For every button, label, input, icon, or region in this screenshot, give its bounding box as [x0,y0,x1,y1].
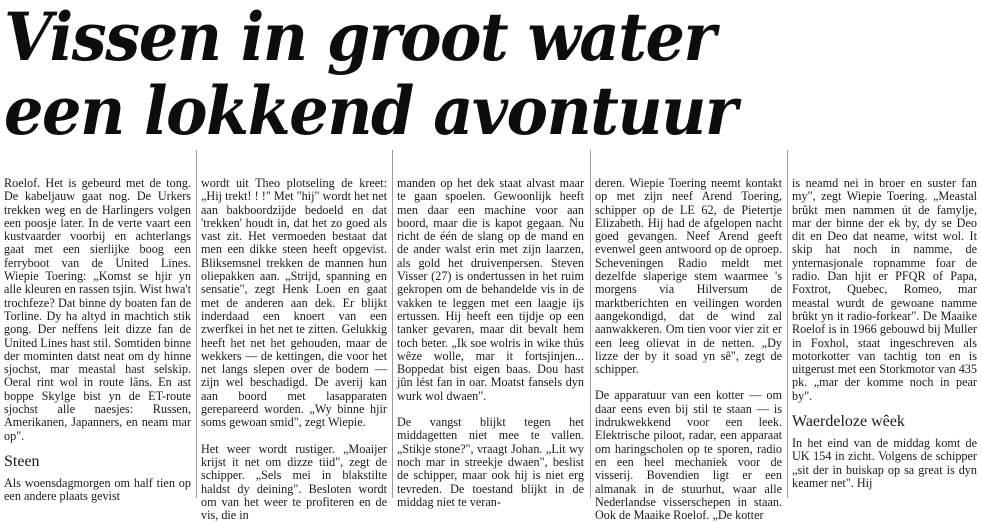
subheading-steen: Steen [4,452,40,470]
paragraph: is neamd nei in broer en suster fan my", zegt Wiepie Toering. „Meastal brûkt men nammen út de famylje, mar der binne der ek by, dy se Deo dit en Deo dat neame, witst wol. It skip hat noch in namme, de ynternasjonale ropnamme foar de radio. Dan hjit er PFQR of Papa, Foxtrot, Quebec, Romeo, mar meastal wurdt de gewoane namme brûkt yn it radio-forkear". De Maaike Roelof is in 1966 gebouwd bij Muller in Foxhol, staat ingeschreven als motorkotter van tachtig ton en is uitgerust met een Storkmotor van 435 pk. „mar der komme noch in pear by". [792,176,977,403]
text-column-2 [201,176,387,522]
paragraph: De apparatuur van een kotter — om daar eens even bij stil te staan — is indrukwekkend voor een leek. Elektrische piloot, radar, een apparaat om haringscholen op te sporen, radio en een heel mechaniek voor de visserij. Bovendien ligt er een almanak in de stuurhut, waar alle Nederlandse visserschepen in staan. Ook de Maaike Roelof. „De kotter [595,388,782,522]
paragraph: In het eind van de middag komt de UK 154 in zicht. Volgens de schipper „sit der in buiskap op sa great is dyn keamer net". Hij [792,436,977,490]
column-divider [196,150,197,498]
paragraph: wordt uit Theo plotseling de kreet: „Hij trekt! ! !" Met "hij" wordt het net aan bakboordzijde bedoeld en dat 'trekken' houdt in, dat het zo goed als vast zit. Het vermoeden bestaat dat men een dikke steen heeft opgevist. Bliksemsnel trekken de mannen hun oliepakken aan. „Strijd, spanning en sensatie", zegt Henk Loen en gaat met de anderen aan dek. Er blijkt inderdaad een knoert van een zwerfkei in het net te zitten. Gelukkig heeft het net het gehouden, maar de wekkers — de kettingen, die voor het net langs slepen over de bodem — zijn wel beschadigd. De averij kan aan boord met lasapparaten gerepareerd worden. „Wy binne hjir soms gewoan smid", zegt Wiepie. [201,176,387,430]
paragraph: Als woensdagmorgen om half tien op een andere plaats gevist [4,475,191,504]
text-column-5 [792,177,977,498]
paragraph: Roelof. Het is gebeurd met de tong. De kabeljauw gaat nog. De Urkers trekken weg en de Harlingers volgen een poosje later. In de verte vaart een kustvaarder voorbij en achterlangs gaat met een sierlijke boog een ferryboot van de United Lines. Wiepie Toering: „Komst se hjir yn alle kleuren en rassen tsjin. Wist hwa't trochfeze? Dat binne dy boaten fan de Torline. Dy ha altyd in machtich stik gong. Der neffens leit dizze fan de United Lines hast stil. Somtiden binne der mominten datst neat om dy hinne sjochst, mar meastal hast selskip. Oeral rint wol in route lâns. En ast boppe Skylge bist yn de ET-route sjochst alle naesjes: Russen, Amerikanen, Japanners, en neam mar op". [4,176,191,443]
article-headline [4,0,737,150]
column-divider [590,150,591,498]
column-divider [392,150,393,498]
paragraph: manden op het dek staat alvast maar te gaan spoelen. Gewoonlijk heeft men daar een machine voor aan boord, maar die is kapot gegaan. Nu richt de één de slang op de mand en de ander walst erin met zijn laarzen, als gold het druivenpersen. Steven Visser (27) is ondertussen in het ruim gekropen om de behandelde vis in de vakken te leggen met een laagje ijs ertussen. Hij heeft een tijdje op een tanker gevaren, maar dit bevalt hem toch beter. „Ik soe wolris in wike thús wêze wolle, mar it fortsjinjen... Boppedat bist eigen baas. Dou hast jûn lést fan in oar. Moatst fansels dyn wurk wol dwaen". [397,176,584,403]
headline-line-1: Vissen in groot water [4,0,715,76]
paragraph: De vangst blijkt tegen het middagetten niet mee te vallen. „Stikje stone?", vraagt Johan. „Lit wy noch mar in streekje dwaen", beslist de schipper, maar ook hij is niet erg tevreden. De toestand blijkt in de middag niet te veran- [397,415,584,509]
subheading-waerdeloze-week: Waerdeloze wêek [792,413,905,431]
paragraph: Het weer wordt rustiger. „Moaijer krijst it net om dizze tiid", zegt de schipper. „Sels mei in blakstilte haldst dy deining". Besloten wordt om van het weer te profiteren en de vis, die in [201,441,387,522]
headline-line-2: een lokkend avontuur [4,72,737,150]
column-divider [787,150,788,498]
text-column-1 [4,176,191,504]
paragraph: deren. Wiepie Toering neemt kontakt op met zijn neef Arend Toering, schipper op de LE 62, de Pietertje Elizabeth. Hij had de afgelopen nacht goed gevangen. Neef Arend geeft evenwel geen antwoord op de oproep. Scheveningen Radio meldt met dezelfde slaperige stem waarmee 's morgens via Hilversum de marktberichten en veilingen worden aangekondigd, dat de wind zal aanwakkeren. Om tien voor vier zit er een leeg olievat in de netten. „Dy lizze der by it soad yn sê", zegt de schipper. [595,176,782,377]
text-column-4 [595,176,782,522]
text-column-3 [397,176,584,509]
